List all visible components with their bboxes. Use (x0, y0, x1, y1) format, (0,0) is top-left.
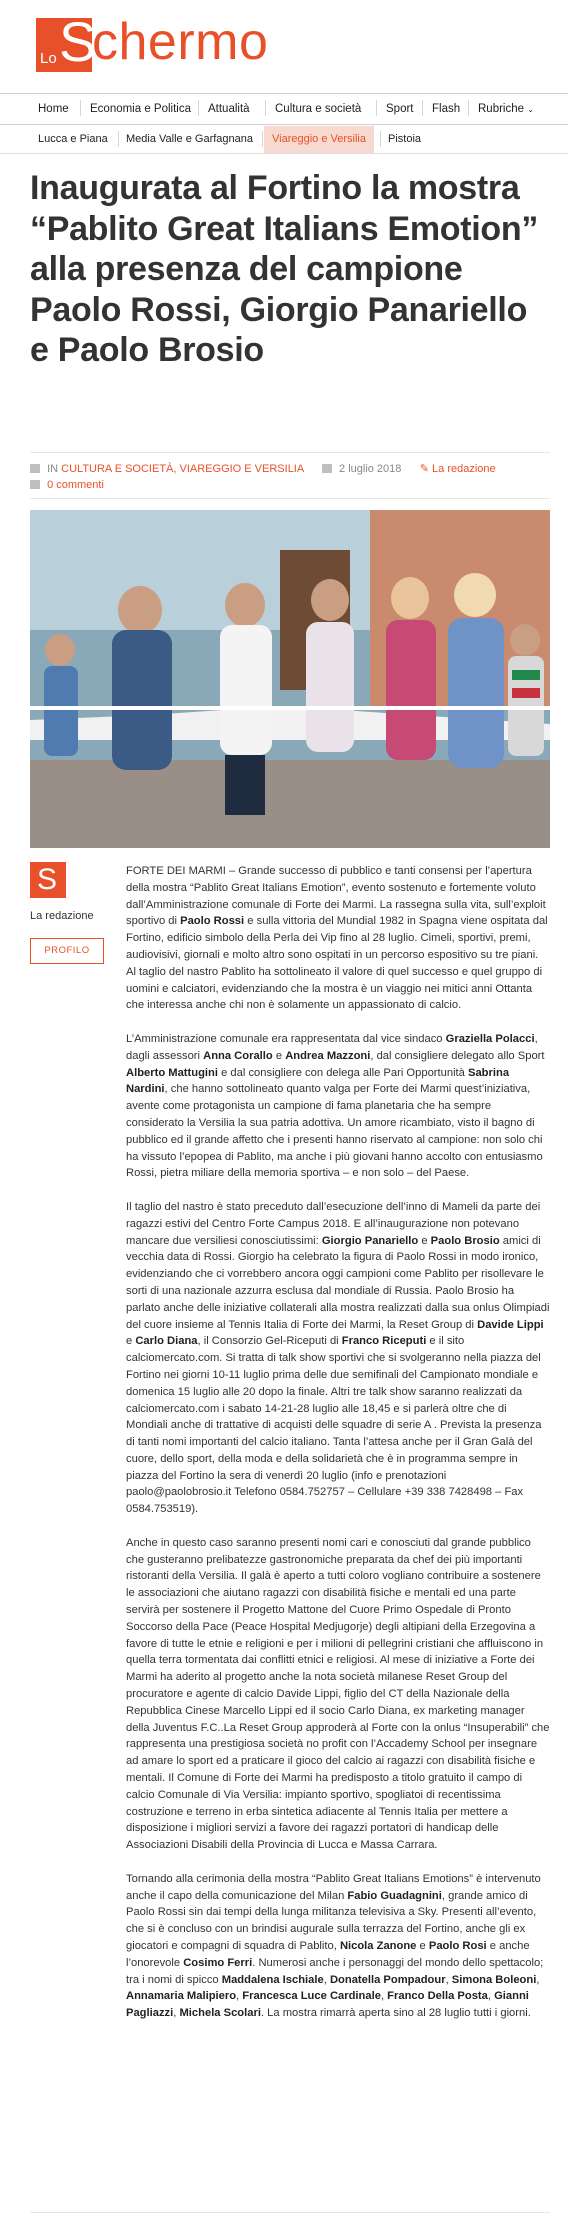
meta-in-label: IN (47, 463, 59, 475)
nav-item-home[interactable]: Home (38, 103, 69, 115)
nav-item-rubriche-label: Rubriche (478, 103, 525, 115)
article-title: Inaugurata al Fortino la mostra “Pablito Great Italians Emotion” alla presenza del campione Paolo Rossi, Giorgio Panariello e Paolo Brosio (30, 169, 539, 369)
nav-item-media-valle[interactable]: Media Valle e Garfagnana (126, 133, 253, 145)
meta-comments[interactable]: 0 commenti (47, 479, 104, 491)
paragraph-3: Il taglio del nastro è stato preceduto dall’esecuzione dell’inno di Mameli da parte dei ragazzi estivi del Centro Forte Campus 2018. E all’inaugurazione non potevano mancare due versiliesi conosciutissimi: Giorgio Panariello e Paolo Brosio amici di vecchia data di Rossi. Giorgio ha celebrato la figura di Paolo Rossi in modo ironico, evidenziando che ci vorrebbero ancora oggi campioni come Pablito per risollevare le sorti di una nazionale azzurra esclusa dal mondiale di Russia. Paolo Brosio ha parlato anche delle iniziative collaterali alla mostra realizzati dalla sua onlus Olimpiadi del cuore insieme al Tennis Italia di Forte dei Marmi, la Reset Group di Davide Lippi e Carlo Diana, il Consorzio Gel-Riceputi di Franco Riceputi e il sito calciomercato.com. Si tratta di talk show sportivi che si svolgeranno nella piazza del Fortino nei giorni 10-11 luglio prima delle due semifinali del Campionato mondiale e domenica 15 luglio alle 20 dopo la finale. Altri tre talk show saranno realizzati da calciomercato.com i sabato 14-21-28 luglio alle 18,45 e si parlerà oltre che di Mondiali anche di trattative di acquisti delle squadre di serie A . Prevista la presenza di tanti nomi importanti del calcio italiano. Tanta l’attesa anche per il Gran Galà del cuore, dello sport, della moda e della solidarietà che è in programma sempre in piazza del Fortino la sera di venerdì 20 luglio (info e prenotazioni paolo@paolobrosio.it Telefono 0584.752757 – Cellulare +39 338 7428498 – Fax 0584.753519). (126, 1200, 550, 1516)
nav-divider (265, 100, 266, 116)
nav-item-rubriche[interactable] (478, 94, 534, 124)
paragraph-1: FORTE DEI MARMI – Grande successo di pubblico e tanti consensi per l’apertura della mostra “Pablito Great Italians Emotion”, evento sostenuto e fortemente voluto dall’Amministrazione comunale di Forte dei Marmi. La rassegna sulla vita, sull’exploit sportivo di Paolo Rossi e sulla vittoria del Mundial 1982 in Spagna viene ospitata dal Fortino, edificio simbolo della Perla dei Vip fino al 28 luglio. Cimeli, sportivi, premi, audiovisivi, giornali e molto altro sono ospitati in un percorso espositivo su tre piani. Al taglio del nastro Pablito ha sottolineato il valore di quel successo e quel gruppo di uomini e calciatori, evidenziando che la mostra è un viaggio nei mitici anni Ottanta che interessa anche chi non è solamente un appassionato di calcio. (126, 865, 548, 1012)
site-header (0, 0, 568, 92)
nav-divider (80, 100, 81, 116)
nav-item-attualita[interactable]: Attualità (208, 103, 250, 115)
nav-item-sport[interactable]: Sport (386, 103, 414, 115)
paragraph-4: Anche in questo caso saranno presenti nomi cari e conosciuti dal grande pubblico che gusteranno prelibatezze gastronomiche preparata da chef dei più importanti ristoranti della Versilia. Il galà è aperto a tutti coloro vogliano contribuire a sostenere le associazioni che aiutano ragazzi con disabilità fisiche e mentali ed una parte servirà per sostenere il Progetto Mattone del Cuore Primo Ospedale di Pronto Soccorso della Pace (Peace Hospital Medjugorje) degli altipiani della Erzegovina a favore di tutte le etnie e religioni e per i milioni di pellegrini cristiani che affluiscono in quella terra tormentata dai conflitti etnici e religiosi. Al mese di iniziative a Forte dei Marmi ha aderito al progetto anche la nota società milanese Reset Group del procuratore e agente di calcio Davide Lippi, figlio del CT della Nazionale della Repubblica Cinese Marcello Lippi ed il socio Carlo Diana, ex marketing manager della Juventus F.C..La Reset Group approderà al Forte con la onlus “Insuperabili” che rappresenta una prestigiosa società no profit con l’Accademy School per insegnare ad amare lo sport ed a praticare il gioco del calcio ai ragazzi con disabilità fisiche e mentali. Il Comune di Forte dei Marmi ha predisposto a titolo gratuito il campo di calcio Comunale di Via Versilia: impianto sportivo, spogliatoi di recentissima costruzione e terreno in erba sintetica adiacente al Tennis Italia per mettere a disposizione i migliori servizi a favore dei ragazzi portatori di handicap delle Associazioni Disabili della Provincia di Lucca e Massa Carrara. (126, 1536, 550, 1852)
nav-divider (118, 131, 119, 147)
logo-mark (36, 10, 97, 73)
nav-item-viareggio[interactable]: Viareggio e Versilia (264, 126, 374, 153)
meta-date: 2 luglio 2018 (339, 463, 402, 475)
paragraph-5: Tornando alla cerimonia della mostra “Pablito Great Italians Emotions” è intervenuto anche il capo della comunicazione del Milan Fabio Guadagnini, grande amico di Paolo Rossi sin dai tempi della lunga militanza televisiva a Sky. Presenti all’evento, che si è concluso con un brindisi augurale sulla terrazza del Fortino, anche gli ex giocatori e compagni di squadra di Pablito, Nicola Zanone e Paolo Rosi e anche l’onorevole Cosimo Ferri. Numerosi anche i personaggi del mondo dello spettacolo; tra i nomi di spicco Maddalena Ischiale, Donatella Pompadour, Simona Boleoni, Annamaria Malipiero, Francesca Luce Cardinale, Franco Della Posta, Gianni Pagliazzi, Michela Scolari. La mostra rimarrà aperta sino al 28 luglio tutti i giorni. (126, 1872, 544, 2020)
nav-divider (422, 100, 423, 116)
article-body (126, 863, 550, 2039)
author-name: La redazione (30, 910, 94, 922)
nav-divider (376, 100, 377, 116)
nav-divider (468, 100, 469, 116)
calendar-icon (322, 464, 332, 473)
secondary-nav (0, 126, 568, 154)
paragraph-2: L’Amministrazione comunale era rappresentata dal vice sindaco Graziella Polacci, dagli assessori Anna Corallo e Andrea Mazzoni, dal consigliere delegato allo Sport Alberto Mattugini e dal consigliere con delega alle Pari Opportunità Sabrina Nardini, che hanno sottolineato quanto valga per Forte dei Marmi quest’iniziativa, avente come protagonista un campione di fama planetaria che ha sempre considerato la Versilia la sua patria adottiva. Un amore ricambiato, visto il bagno di pubblico ed il grande affetto che i presenti hanno riservato al campione: non solo chi ha vissuto l’epopea di Pablito, ma anche i più giovani hanno accolto con entusiasmo Rossi, pietra miliare della memoria sportiva – e non solo – del Paese. (126, 1032, 545, 1180)
article-photo (30, 510, 550, 848)
author-avatar (30, 862, 66, 898)
meta-author[interactable]: La redazione (432, 463, 496, 475)
footer-divider (30, 2212, 550, 2213)
meta-divider-top (30, 452, 550, 453)
ribbon-cutting-photo (30, 510, 550, 848)
folder-icon (30, 464, 40, 473)
nav-item-lucca[interactable]: Lucca e Piana (38, 133, 108, 145)
nav-divider (198, 100, 199, 116)
pencil-icon: ✎ (419, 463, 429, 475)
primary-nav (0, 93, 568, 125)
meta-divider-bottom (30, 498, 550, 499)
logo-lo-text: Lo (40, 50, 57, 67)
profile-button[interactable]: PROFILO (30, 938, 104, 964)
nav-item-cultura[interactable]: Cultura e società (275, 103, 362, 115)
site-logo[interactable] (36, 10, 312, 74)
nav-item-economia[interactable]: Economia e Politica (90, 103, 191, 115)
nav-divider (380, 131, 381, 147)
logo-s-letter: S (59, 10, 97, 73)
logo-wordmark: chermo (92, 13, 269, 71)
chevron-down-icon: ⌄ (527, 105, 534, 114)
nav-item-flash[interactable]: Flash (432, 103, 461, 115)
nav-divider (262, 131, 263, 147)
comment-icon (30, 480, 40, 489)
author-avatar-letter: S (37, 863, 58, 896)
nav-item-pistoia[interactable]: Pistoia (388, 133, 422, 145)
meta-categories[interactable]: CULTURA E SOCIETÀ, VIAREGGIO E VERSILIA (61, 463, 304, 475)
